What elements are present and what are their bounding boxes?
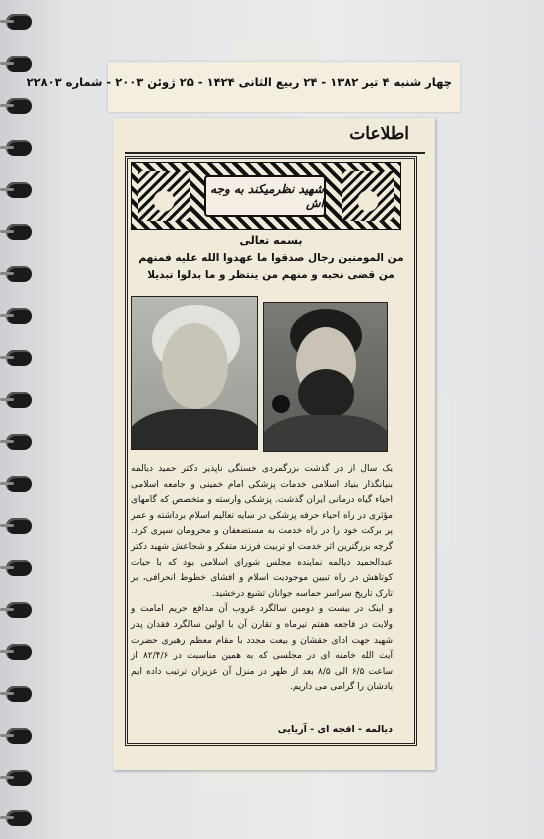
spiral-ring-icon <box>6 14 32 30</box>
notice-signature: دیالمه - افجه ای - آریایی <box>277 724 393 735</box>
spiral-ring-icon <box>6 728 32 744</box>
basmala-heading: بسمه تعالی <box>239 234 303 247</box>
spiral-ring-icon <box>6 140 32 156</box>
newspaper-clipping <box>113 118 435 770</box>
spiral-ring-icon <box>6 434 32 450</box>
memorial-notice-text <box>131 462 393 696</box>
banner-text: شهید نظرمیکند به وجه اش <box>210 182 324 210</box>
banner-scroll <box>204 175 326 217</box>
masthead <box>113 118 435 158</box>
spiral-ring-icon <box>6 392 32 408</box>
spiral-ring-icon <box>6 98 32 114</box>
masthead-rule <box>125 152 425 154</box>
spiral-ring-icon <box>6 810 32 826</box>
spiral-ring-icon <box>6 350 32 366</box>
spiral-ring-icon <box>6 224 32 240</box>
raised-hands-icon <box>342 171 394 221</box>
young-bearded-man-portrait <box>263 302 388 452</box>
beard-shape <box>298 369 354 419</box>
shoulders-shape <box>263 415 388 452</box>
martyr-banner <box>131 162 401 230</box>
date-header-clipping <box>26 62 460 112</box>
quran-verse: من المومنین رجال صدقوا ما عهدوا الله علیه فمنهم من قضی نحبه و منهم من ینتظر و ما بدلوا تبدیلا <box>138 252 404 281</box>
raised-hands-icon <box>138 171 190 221</box>
spiral-ring-icon <box>6 560 32 576</box>
spiral-ring-icon <box>6 686 32 702</box>
spiral-ring-icon <box>6 518 32 534</box>
spiral-ring-icon <box>6 476 32 492</box>
notice-paragraph: و اینک در بیست و دومین سالگرد غروب آن مدافع حریم امامت و ولایت در فاجعه هفتم تیرماه و تقارن آن با اولین سالگرد فقدان پدر شهید جهت ادای حقشان و بیعت مجدد با مقام معظم رهبری حضرت آیت الله خامنه ای در مجلسی که به همین مناسبت در ۸۲/۴/۶ از ساعت ۶/۵ الی ۸/۵ بعد از ظهر در منزل آن عزیزان ترتیب داده ایم یادشان را گرامی می داریم. <box>131 604 394 693</box>
newspaper-logo: اطلاعات <box>349 124 409 144</box>
spiral-ring-icon <box>6 182 32 198</box>
face-shape <box>162 323 228 409</box>
shoulders-shape <box>131 409 258 450</box>
notice-paragraph: یک سال از در گذشت بزرگمردی خستگی ناپذیر دکتر حمید دیالمه بنیانگذار بنیاد اسلامی خدمات پزشکی امام خمینی و جامعه اسلامی احیاء گیاه درمانی ایران گذشت. پزشکی وارسته و متخصص که گامهای مؤثری در راه احیاء حرفه پزشکی در سایه تعالیم اسلام برداشته و عمر پر برکت خود را در راه خدمت به مستضعفان و محرومان سپری کرد. گرچه بزرگترین اثر خدمت او تربیت فرزند متفکر و شجاعش شهید دکتر عبدالحمید دیالمه نماینده مجلس شورای اسلامی بود که با حیات کوتاهش در راه تبیین موجودیت اسلام و افشای خطوط انحرافی، بر تارک تاریخ سراسر حماسه جوانان تشیع درخشید. <box>131 464 393 599</box>
spiral-ring-icon <box>6 644 32 660</box>
spiral-ring-icon <box>6 308 32 324</box>
spiral-ring-icon <box>6 602 32 618</box>
spiral-ring-icon <box>6 56 32 72</box>
spiral-ring-icon <box>6 266 32 282</box>
spiral-ring-icon <box>6 770 32 786</box>
elderly-man-portrait <box>131 296 258 450</box>
date-line: چهار شنبه ۴ تیر ۱۳۸۲ - ۲۴ ربیع الثانی ۱۴۲۴ - ۲۵ ژوئن ۲۰۰۳ - شماره ۲۲۸۰۳ <box>26 75 452 89</box>
microphone-icon <box>272 395 290 413</box>
